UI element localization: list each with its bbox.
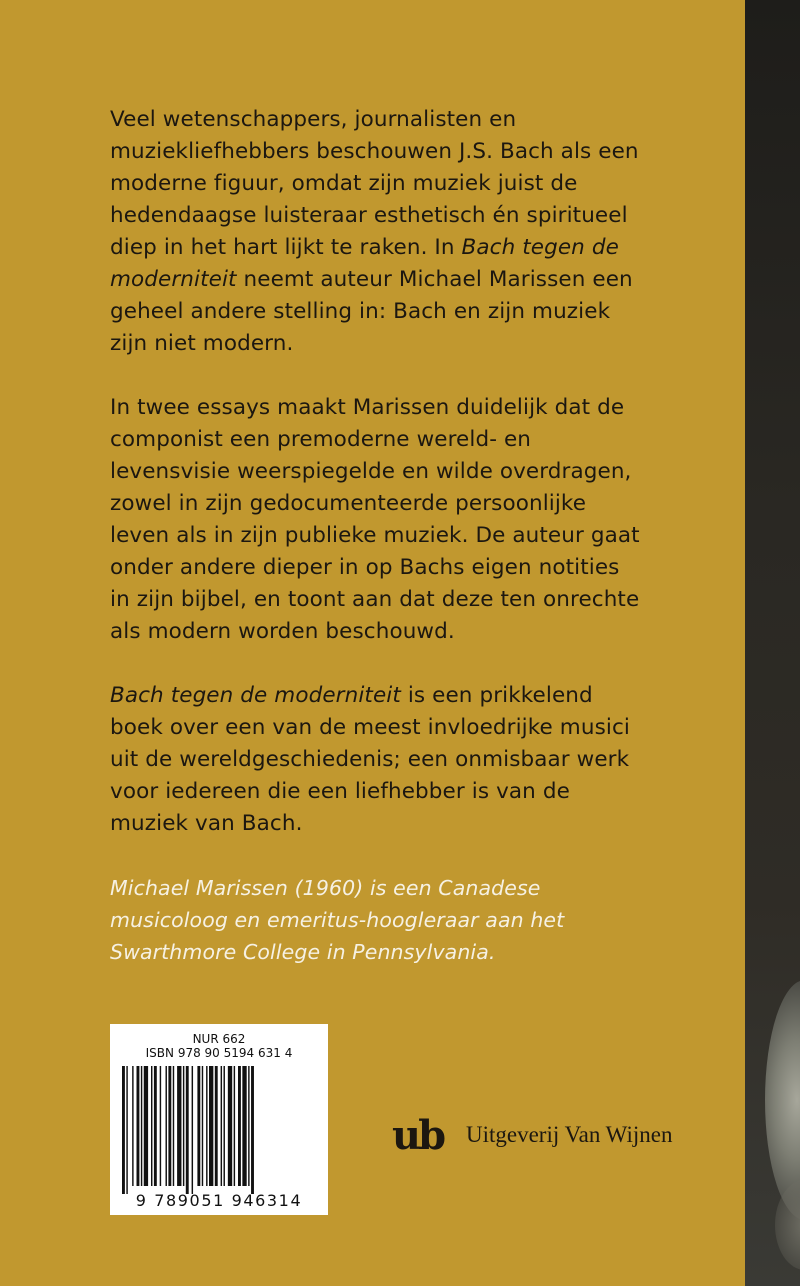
barcode-bars [122, 1066, 316, 1194]
publisher-name: Uitgeverij Van Wijnen [466, 1122, 673, 1147]
front-cover-edge [745, 0, 800, 1286]
barcode-box [110, 1024, 328, 1215]
barcode-digits: 9 789051 946314 [135, 1191, 303, 1210]
book-title-italic: Bach tegen de moderniteit [110, 683, 401, 708]
blurb [110, 104, 640, 968]
blurb-text: neemt auteur Michael Marissen een geheel andere stelling in: Bach en zijn muziek zijn niet modern. [110, 267, 633, 356]
isbn-number: ISBN 978 90 5194 631 4 [145, 1046, 293, 1060]
painting-detail-lower [775, 1180, 800, 1270]
book-title-italic: Bach tegen de moderniteit [110, 235, 619, 292]
nur-code: NUR 662 [192, 1032, 246, 1046]
blurb-paragraph-1 [110, 104, 640, 360]
publisher-logo: ub [392, 1112, 444, 1159]
author-bio: Michael Marissen (1960) is een Canadese musicoloog en emeritus-hoogleraar aan het Swarthmore College in Pennsylvania. [110, 876, 565, 964]
blurb-paragraph-2: In twee essays maakt Marissen duidelijk dat de componist een premoderne wereld- en levensvisie weerspiegelde en wilde overdragen, zowel in zijn gedocumenteerde persoonlijke leven als in zijn publieke muziek. De auteur gaat onder andere dieper in op Bachs eigen notities in zijn bijbel, en toont aan dat deze ten onrechte als modern worden beschouwd. [110, 395, 640, 644]
blurb-text: Veel wetenschappers, journalisten en muziekliefhebbers beschouwen J.S. Bach als een moderne figuur, omdat zijn muziek juist de hedendaagse luisteraar esthetisch én spiritueel diep in het hart lijkt te raken. In [110, 107, 639, 260]
blurb-text: is een prikkelend boek over een van de meest invloedrijke musici uit de wereldgeschiedenis; een onmisbaar werk voor iedereen die een liefhebber is van de muziek van Bach. [110, 683, 630, 836]
blurb-paragraph-3 [110, 680, 640, 840]
